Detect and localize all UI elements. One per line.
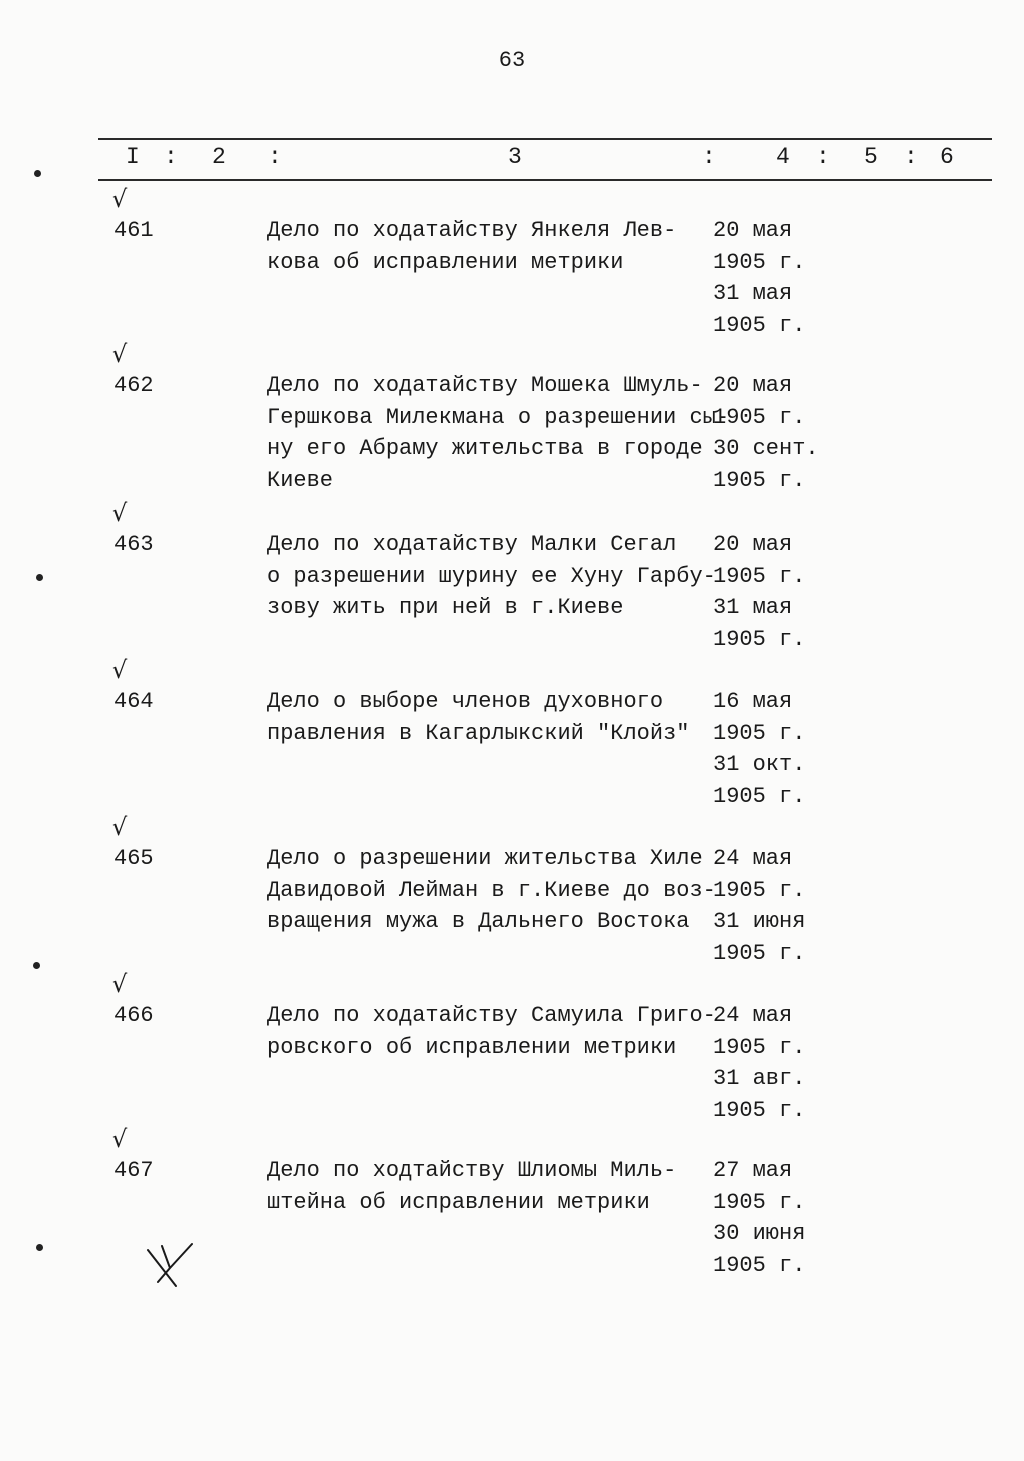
date-line: 24 мая xyxy=(713,846,793,871)
entry-number: 461 xyxy=(114,218,154,243)
header-sep: : xyxy=(904,144,918,170)
date-line: 1905 г. xyxy=(713,1189,806,1215)
entry-description xyxy=(267,215,707,278)
hole-punch-dot xyxy=(34,170,41,177)
checkmark-icon: √ xyxy=(112,1125,128,1153)
date-line: 1905 г. xyxy=(713,940,806,966)
entry-dates xyxy=(713,370,833,496)
description-line: Дело о выборе членов духовного xyxy=(267,689,664,714)
date-line: 1905 г. xyxy=(713,783,806,809)
description-line: Киеве xyxy=(267,467,334,493)
entry-description xyxy=(267,370,730,496)
entry-number: 467 xyxy=(114,1158,154,1183)
entry-description xyxy=(267,1155,707,1218)
date-line: 1905 г. xyxy=(713,563,806,589)
header-sep: : xyxy=(816,144,830,170)
description-line: Дело по ходатайству Янкеля Лев- xyxy=(267,218,677,243)
date-line: 1905 г. xyxy=(713,626,806,652)
date-line: 1905 г. xyxy=(713,720,806,746)
entry-description xyxy=(267,529,716,624)
description-line: ну его Абраму жительства в городе xyxy=(267,436,703,461)
checkmark-icon: √ xyxy=(112,656,128,684)
date-line: 1905 г. xyxy=(713,404,806,430)
entry-dates xyxy=(713,686,833,812)
entry-number: 463 xyxy=(114,532,154,557)
entry-number: 466 xyxy=(114,1003,154,1028)
description-line: зову жить при ней в г.Киеве xyxy=(267,595,624,620)
date-line: 1905 г. xyxy=(713,1034,806,1060)
table-header xyxy=(98,144,992,176)
checkmark-icon: √ xyxy=(112,185,128,213)
entry-dates xyxy=(713,843,833,969)
date-line: 24 мая xyxy=(713,1003,793,1028)
checkmark-icon: √ xyxy=(112,813,128,841)
header-col-6: 6 xyxy=(940,144,954,170)
date-line: 1905 г. xyxy=(713,1252,806,1278)
entry-dates xyxy=(713,529,833,655)
date-line: 20 мая xyxy=(713,373,793,398)
description-line: правления в Кагарлыкский "Клойз" xyxy=(267,720,690,746)
date-line: 30 июня xyxy=(713,1221,806,1246)
date-line: 20 мая xyxy=(713,532,793,557)
date-line: 31 мая xyxy=(713,595,793,620)
entry-dates xyxy=(713,1155,833,1281)
entry-dates xyxy=(713,215,833,341)
header-col-1: I xyxy=(126,144,140,170)
checkmark-icon: √ xyxy=(112,970,128,998)
header-sep: : xyxy=(702,144,716,170)
date-line: 1905 г. xyxy=(713,467,806,493)
entry-description xyxy=(267,686,707,749)
page-number: 63 xyxy=(498,48,526,73)
description-line: Дело о разрешении жительства Хиле xyxy=(267,846,703,871)
date-line: 31 окт. xyxy=(713,752,806,777)
entry-dates xyxy=(713,1000,833,1126)
header-sep: : xyxy=(268,144,282,170)
description-line: Дело по ходатайству Самуила Григо- xyxy=(267,1003,716,1028)
entry-description xyxy=(267,843,716,938)
hole-punch-dot xyxy=(36,574,43,581)
entry-number: 465 xyxy=(114,846,154,871)
date-line: 1905 г. xyxy=(713,877,806,903)
description-line: Давидовой Лейман в г.Киеве до воз- xyxy=(267,877,716,903)
entry-number: 462 xyxy=(114,373,154,398)
date-line: 31 мая xyxy=(713,281,793,306)
description-line: Гершкова Милекмана о разрешении сы- xyxy=(267,404,730,430)
date-line: 20 мая xyxy=(713,218,793,243)
entry-number: 464 xyxy=(114,689,154,714)
description-line: штейна об исправлении метрики xyxy=(267,1189,650,1215)
description-line: Дело по ходатайству Малки Сегал xyxy=(267,532,677,557)
signature-mark-icon xyxy=(140,1238,200,1293)
checkmark-icon: √ xyxy=(112,499,128,527)
date-line: 16 мая xyxy=(713,689,793,714)
date-line: 1905 г. xyxy=(713,1097,806,1123)
header-top-rule xyxy=(98,138,992,140)
date-line: 31 июня xyxy=(713,909,806,934)
date-line: 1905 г. xyxy=(713,249,806,275)
description-line: о разрешении шурину ее Хуну Гарбу- xyxy=(267,563,716,589)
description-line: ровского об исправлении метрики xyxy=(267,1034,677,1060)
description-line: кова об исправлении метрики xyxy=(267,249,624,275)
header-bottom-rule xyxy=(98,179,992,181)
description-line: Дело по ходатайству Мошека Шмуль- xyxy=(267,373,703,398)
description-line: вращения мужа в Дальнего Востока xyxy=(267,909,690,934)
header-col-3: 3 xyxy=(508,144,522,170)
hole-punch-dot xyxy=(33,962,40,969)
date-line: 27 мая xyxy=(713,1158,793,1183)
checkmark-icon: √ xyxy=(112,340,128,368)
header-col-4: 4 xyxy=(776,144,790,170)
date-line: 1905 г. xyxy=(713,312,806,338)
header-col-5: 5 xyxy=(864,144,878,170)
header-col-2: 2 xyxy=(212,144,226,170)
date-line: 30 сент. xyxy=(713,436,819,461)
date-line: 31 авг. xyxy=(713,1066,806,1091)
header-sep: : xyxy=(164,144,178,170)
hole-punch-dot xyxy=(36,1244,43,1251)
description-line: Дело по ходтайству Шлиомы Миль- xyxy=(267,1158,677,1183)
entry-description xyxy=(267,1000,716,1063)
